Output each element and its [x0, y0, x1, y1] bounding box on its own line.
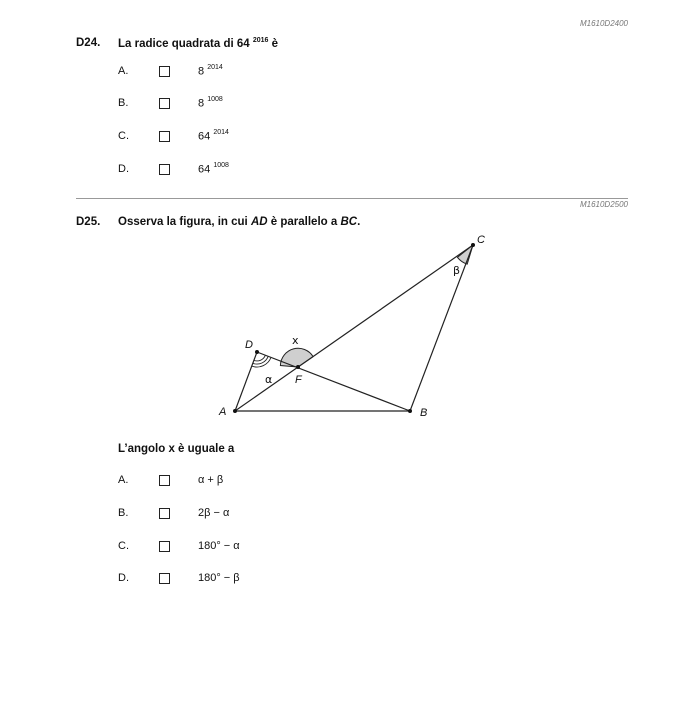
label-b: B — [420, 407, 428, 419]
option-d25-a[interactable] — [118, 474, 418, 490]
label-f: F — [295, 374, 302, 386]
segment-bc: BC — [340, 216, 358, 228]
checkbox[interactable] — [159, 475, 170, 486]
point-c — [471, 243, 475, 247]
angle-x-arc — [280, 348, 313, 367]
option-d25-c[interactable] — [118, 540, 418, 556]
option-letter: A. — [118, 474, 129, 486]
question-number-d25: D25. — [76, 216, 101, 228]
label-d: D — [245, 339, 253, 351]
option-d25-b[interactable] — [118, 507, 418, 523]
point-a — [233, 409, 237, 413]
option-d25-d[interactable] — [118, 572, 418, 588]
option-value: 64 $^{2014}$ — [198, 129, 229, 143]
label-x: x — [292, 334, 299, 347]
segment-a-d — [235, 352, 257, 411]
option-letter: D. — [118, 163, 129, 175]
option-letter: B. — [118, 97, 129, 109]
option-value: 180° − α — [198, 540, 240, 552]
checkbox[interactable] — [159, 541, 170, 552]
option-value: α + β — [198, 474, 224, 486]
option-value: 8 $^{1008}$ — [198, 96, 223, 110]
question-text-d25: Osserva la figura, in cui AD è parallelo a BC. — [118, 216, 361, 228]
option-value: 180° − β — [198, 572, 240, 584]
label-beta: β — [453, 264, 461, 277]
segment-a-c — [235, 245, 473, 411]
sub-question-d25: L’angolo x è uguale a — [118, 443, 235, 455]
option-value: 2β − α — [198, 507, 230, 519]
question-text-exponent: 2016 — [252, 37, 269, 44]
question-code-d24: M1610D2400 — [579, 19, 628, 28]
question-text-end: è — [271, 37, 279, 50]
option-value: 8 $^{2014}$ — [198, 64, 223, 78]
option-letter: D. — [118, 572, 129, 584]
point-b — [408, 409, 412, 413]
label-a: A — [219, 406, 227, 418]
label-alpha: α — [265, 373, 273, 386]
segment-c-b — [410, 245, 473, 411]
checkbox[interactable] — [159, 573, 170, 584]
option-letter: A. — [118, 65, 129, 77]
segment-d-b — [257, 352, 410, 411]
option-value: 64 $^{1008}$ — [198, 162, 229, 176]
option-letter: B. — [118, 507, 129, 519]
label-c: C — [477, 234, 485, 246]
option-letter: C. — [118, 130, 129, 142]
question-text-main: La radice quadrata di 64 — [118, 37, 250, 50]
checkbox[interactable] — [159, 508, 170, 519]
point-d — [255, 350, 259, 354]
question-number-d24: D24. — [76, 37, 101, 49]
point-f — [296, 365, 300, 369]
option-letter: C. — [118, 540, 129, 552]
segment-ad: AD — [250, 216, 268, 228]
question-code-d25: M1610D2500 — [579, 200, 628, 209]
